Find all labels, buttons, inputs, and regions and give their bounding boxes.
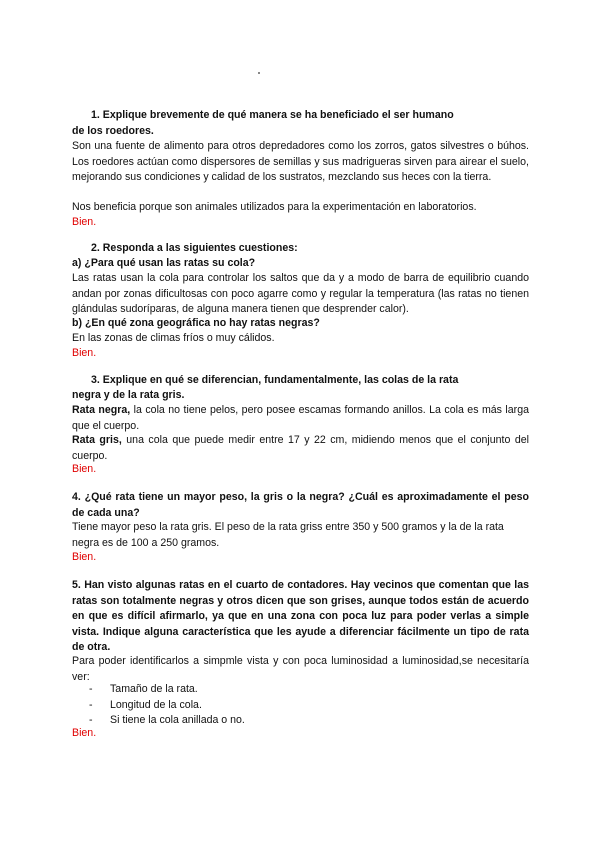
q3-gris-label: Rata gris, xyxy=(72,434,122,446)
q4-title: 4. ¿Qué rata tiene un mayor peso, la gris o la negra? ¿Cuál es aproximadamente el peso de cada una? xyxy=(72,491,529,519)
q3-rata-gris xyxy=(72,433,529,464)
q3-feedback: Bien. xyxy=(72,463,97,475)
q5-title: 5. Han visto algunas ratas en el cuarto de contadores. Hay vecinos que comentan que las ratas son totalmente negras y otros dicen que son grises, aunque todos están de acuerdo en que es difícil afirmarlo, ya que en una zona con poca luz para poder verlas a simple vista. Indique alguna característica que les ayude a diferenciar fácilmente un tipo de rata de otra. xyxy=(72,579,529,653)
q1-feedback: Bien. xyxy=(72,216,97,228)
q3-gris-text: una cola que puede medir entre 17 y 22 cm, midiendo menos que el conjunto del cuerpo. xyxy=(72,434,529,462)
q1-title-line1: 1. Explique brevemente de qué manera se ha beneficiado el ser humano xyxy=(91,109,454,121)
q4-feedback: Bien. xyxy=(72,551,97,563)
q2-a-title: a) ¿Para qué usan las ratas su cola? xyxy=(72,257,256,269)
list-item-text: Si tiene la cola anillada o no. xyxy=(110,714,245,726)
q1-title-line2: de los roedores. xyxy=(72,125,154,137)
q3-title-line1: 3. Explique en qué se diferencian, fundamentalmente, las colas de la rata xyxy=(91,374,459,386)
q1-answer: Son una fuente de alimento para otros depredadores como los zorros, gatos silvestres o búhos. Los roedores actúan como dispersores de semillas y sus madrigueras sirven para airear el suelo, mejorando sus condiciones y calidad de los sustratos, mezclando sus heces con la tierra. xyxy=(72,140,529,183)
stray-dot xyxy=(258,72,260,74)
q5-feedback: Bien. xyxy=(72,727,97,739)
list-item-text: Tamaño de la rata. xyxy=(110,683,198,695)
q3-rata-negra xyxy=(72,403,529,434)
list-item-text: Longitud de la cola. xyxy=(110,698,202,711)
q2-a-answer: Las ratas usan la cola para controlar los saltos que da y a modo de barra de equilibrio cuando andan por zonas dificultosas con poco agarre como y regular la temperatura (las ratas no tienen glándulas sudoríparas, de alguna manera tienen que desprender calor). xyxy=(72,272,529,315)
q1-answer-2: Nos beneficia porque son animales utilizados para la experimentación en laboratorios. xyxy=(72,201,477,213)
q5-answer: Para poder identificarlos a simpmle vista y con poca luminosidad a luminosidad,se necesitaría ver: xyxy=(72,655,529,683)
q3-negra-label: Rata negra, xyxy=(72,404,131,416)
q2-feedback: Bien. xyxy=(72,347,97,359)
q3-title-line2: negra y de la rata gris. xyxy=(72,389,185,401)
q4-answer: Tiene mayor peso la rata gris. El peso de la rata griss entre 350 y 500 gramos y la de la rata negra es de 100 a 250 gramos. xyxy=(72,521,504,549)
q2-title: 2. Responda a las siguientes cuestiones: xyxy=(91,242,298,254)
q5-list xyxy=(72,682,529,729)
q3-negra-text: la cola no tiene pelos, pero posee escamas formando anillos. La cola es más larga que el cuerpo. xyxy=(72,404,529,432)
list-item: - Si tiene la cola anillada o no. xyxy=(89,714,245,726)
q2-b-answer: En las zonas de climas fríos o muy cálidos. xyxy=(72,332,275,344)
list-item: - Longitud de la cola. xyxy=(89,698,202,711)
list-item: - Tamaño de la rata. xyxy=(89,683,198,695)
q2-b-title: b) ¿En qué zona geográfica no hay ratas negras? xyxy=(72,317,320,329)
